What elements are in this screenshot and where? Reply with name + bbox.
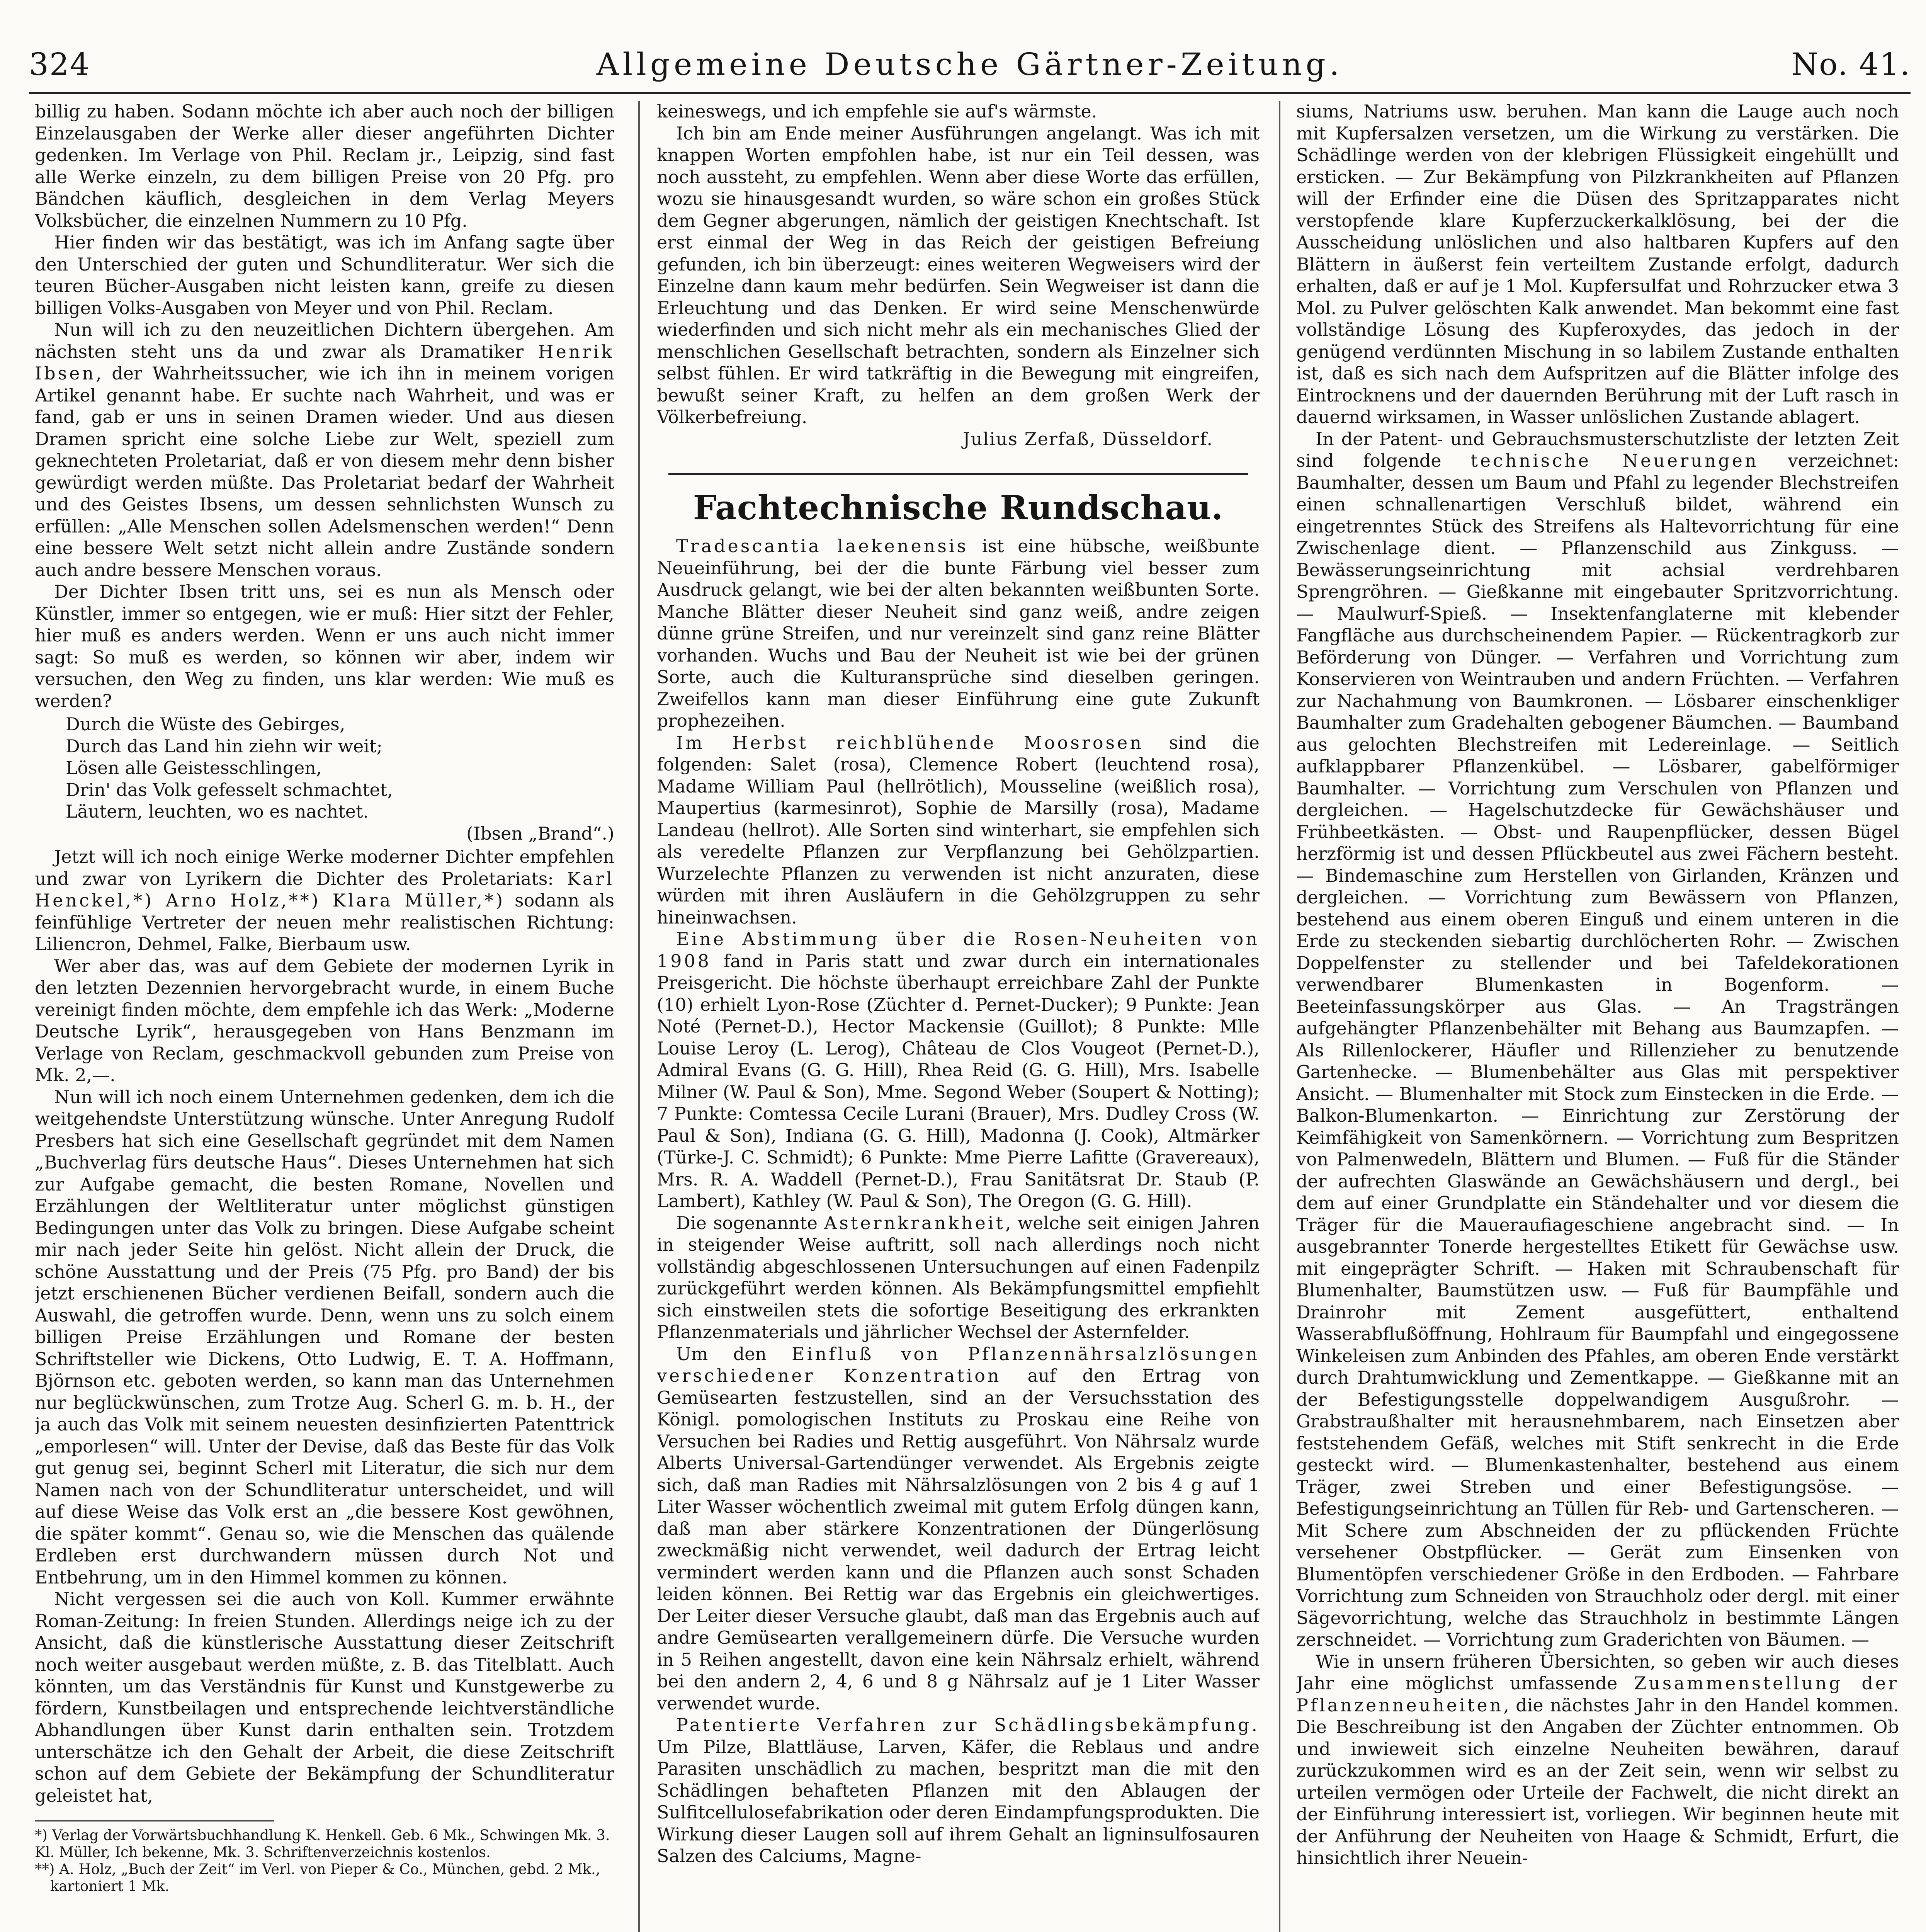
column-divider	[1279, 101, 1280, 1932]
paragraph: Patentierte Verfahren zur Schädlingsbekämpfung. Um Pilze, Blattläuse, Larven, Käfer, die Reblaus und andre Parasiten unschädlich zu machen, bespritzt man die mit den Schädlingen behafteten Pflanzen mit den Ablaugen der Sulfitcellulosefabrikation oder deren Eindampfungsprodukten. Die Wirkung dieser Laugen soll auf ihrem Gehalt an ligninsulfosauren Salzen des Calciums, Magne-	[657, 1714, 1260, 1866]
footnotes: *) Verlag der Vorwärtsbuchhandlung K. Henkell. Geb. 6 Mk., Schwingen Mk. 3. Kl. Müller, Ich bekenne, Mk. 3. Schriftenverzeichnis kostenlos. **) A. Holz, „Buch der Zeit“ im Verl. von Pieper & Co., München, gebd. 2 Mk., kartoniert 1 Mk.	[35, 1827, 610, 1895]
paragraph: Nicht vergessen sei die auch von Koll. Kummer erwähnte Roman-Zeitung: In freien Stunden. Allerdings neige ich zu der Ansicht, daß die künstlerische Ausstattung dieser Zeitschrift noch weiter ausgebaut werden müßte, z. B. das Titelblatt. Auch könnten, um das Verständnis für Kunst und Kunstgewerbe zu fördern, Kunstbeilagen und entsprechende leichtverständliche Abhandlungen über Kunst darin enthalten sein. Trotzdem unterschätze ich den Gehalt der Arbeit, die diese Zeitschrift schon auf dem Gebiete der Bekämpfung der Schundliteratur geleistet hat,	[35, 1588, 614, 1806]
section-header	[657, 473, 1260, 527]
page-header	[29, 46, 1911, 89]
paragraph: Nun will ich zu den neuzeitlichen Dichtern übergehen. Am nächsten steht uns da und zwar als Dramatiker Henrik Ibsen, der Wahrheitssucher, wie ich ihn in meinem vorigen Artikel genannt habe. Er suchte nach Wahrheit, und was er fand, gab er uns in seinen Dramen wieder. Und aus diesen Dramen spricht eine solche Liebe zur Welt, speziell zum geknechteten Proletariat, daß er von diesem mehr denn bisher gewürdigt werden müßte. Das Proletariat bedarf der Wahrheit und des Geistes Ibsens, um dessen sehnlichsten Wunsch zu erfüllen: „Alle Menschen sollen Adelsmenschen werden!“ Denn eine bessere Welt setzt nicht allein andre Zustände sondern auch andre bessere Menschen voraus.	[35, 319, 614, 580]
paragraph: Im Herbst reichblühende Moosrosen sind die folgenden: Salet (rosa), Clemence Robert (leuchtend rosa), Madame William Paul (hellrötlich), Mousseline (weißlich rosa), Maupertius (karmesinrot), Sophie de Marsilly (rosa), Madame Landeau (hellrot). Alle Sorten sind winterhart, sie empfehlen sich als veredelte Pflanzen zur Verpflanzung bei Gehölzpartien. Wurzelechte Pflanzen zu verwenden ist nicht anzuraten, diese würden mit ihren Ausläufern in die Gehölzgruppen zu sehr hineinwachsen.	[657, 732, 1260, 928]
section-title: Fachtechnische Rundschau.	[693, 488, 1224, 527]
paragraph: Der Dichter Ibsen tritt uns, sei es nun als Mensch oder Künstler, immer so entgegen, wie er muß: Hier sitzt der Fehler, hier muß es anders werden. Wenn er uns auch nicht immer sagt: So muß es werden, so können wir aber, indem wir versuchen, den Weg zu finden, uns klar werden: Wie muß es werden?	[35, 581, 614, 711]
author-signature: Julius Zerfaß, Düsseldorf.	[963, 428, 1213, 449]
poem-source: (Ibsen „Brand“.)	[466, 823, 614, 844]
header-rule	[29, 92, 1911, 94]
column-divider	[638, 101, 640, 1932]
footnote-rule	[35, 1820, 274, 1821]
paragraph: Jetzt will ich noch einige Werke moderner Dichter empfehlen und zwar von Lyrikern die Dichter des Proletariats: Karl Henckel,*) Arno Holz,**) Klara Müller,*) sodann als feinfühlige Vertreter der neuen mehr realistischen Richtung: Liliencron, Dehmel, Falke, Bierbaum usw.	[35, 846, 614, 954]
paragraph: Die sogenannte Asternkrankheit, welche seit einigen Jahren in steigender Weise auftritt, soll nach allerdings noch nicht vollständig abgeschlossenen Untersuchungen auf einen Fadenpilz zurückgeführt werden können. Als Bekämpfungsmittel empfiehlt sich einstweilen stets die sofortige Beseitigung des erkrankten Pflanzenmaterials und jährlicher Wechsel der Asternfelder.	[657, 1212, 1260, 1342]
column-1	[35, 100, 614, 1932]
section-rule	[668, 473, 1248, 475]
poem-quote: Durch die Wüste des Gebirges, Durch das Land hin ziehn wir weit; Lösen alle Geistesschlingen, Drin' das Volk gefesselt schmachtet, Läutern, leuchten, wo es nachtet. (Ibsen „Brand“.)	[35, 713, 614, 844]
page-number: 324	[29, 46, 90, 82]
paragraph: Wer aber das, was auf dem Gebiete der modernen Lyrik in den letzten Dezennien hervorgebracht wurde, in einem Buche vereinigt finden möchte, dem empfehle ich das Werk: „Moderne Deutsche Lyrik“, herausgegeben von Hans Benzmann im Verlage von Reclam, geschmackvoll gebunden zum Preise von Mk. 2,—.	[35, 955, 614, 1085]
issue-number: No. 41.	[1791, 46, 1911, 82]
paragraph: Nun will ich noch einem Unternehmen gedenken, dem ich die weitgehendste Unterstützung wünsche. Unter Anregung Rudolf Presbers hat sich eine Gesellschaft gegründet mit dem Namen „Buchverlag fürs deutsche Haus“. Dieses Unternehmen hat sich zur Aufgabe gemacht, die besten Romane, Novellen und Erzählungen der Weltliteratur unter möglichst günstigen Bedingungen unter das Volk zu bringen. Diese Aufgabe scheint mir nach jeder Seite hin gelöst. Nicht allein der Druck, die schöne Ausstattung und der Preis (75 Pfg. pro Band) der bis jetzt erschienenen Bücher verdienen Beifall, sondern auch die Auswahl, die getroffen wurde. Denn, wenn uns zu solch einem billigen Preise Erzählungen und Romane der besten Schriftsteller wie Dickens, Otto Ludwig, E. T. A. Hoffmann, Björnson etc. geboten werden, so kann man das Unternehmen nur beglückwünschen, zum Trotze Aug. Scherl G. m. b. H., der ja auch das Volk mit seinem neuesten desinfizierten Patenttrick „emporlesen“ will. Unter der Devise, daß das Beste für das Volk gut genug sei, beginnt Scherl mit Literatur, die sich nur dem Namen nach von der Schundliteratur unterscheidet, und will auf diese Weise das Volk erst an „die bessere Kost gewöhnen, die später kommt“. Genau so, wie die Menschen das quälende Erdleben erst durchwandern müssen durch Not und Entbehrung, um in den Himmel kommen zu können.	[35, 1086, 614, 1588]
paragraph: Ich bin am Ende meiner Ausführungen angelangt. Was ich mit knappen Worten empfohlen habe, ist nur ein Teil dessen, was noch aussteht, zu empfehlen. Wenn aber diese Worte das erfüllen, wozu sie hinausgesandt wurden, so wäre schon ein großes Stück dem Gegner abgerungen, nämlich der geistigen Knechtschaft. Ist erst einmal der Weg in das Reich der geistigen Befreiung gefunden, ich bin überzeugt: eines weiteren Wegweisers wird der Einzelne dann kaum mehr bedürfen. Sein Wegweiser ist dann die Erleuchtung und das Denken. Er wird seine Menschenwürde wiederfinden und sich nicht mehr als ein mechanisches Glied der menschlichen Gesellschaft betrachten, sondern als Einzelner sich selbst fühlen. Er wird tatkräftig in die Bewegung mit eingreifen, bewußt seiner Kraft, zu helfen an dem großen Werk der Völkerbefreiung.	[657, 122, 1260, 427]
paragraph: Hier finden wir das bestätigt, was ich im Anfang sagte über den Unterschied der guten und Schundliteratur. Wer sich die teuren Bücher-Ausgaben nicht leisten kann, greife zu diesen billigen Volks-Ausgaben von Meyer und von Phil. Reclam.	[35, 232, 614, 318]
paragraph: keineswegs, und ich empfehle sie auf's wärmste.	[657, 101, 1097, 122]
paragraph: siums, Natriums usw. beruhen. Man kann die Lauge auch noch mit Kupfersalzen versetzen, um die Wirkung zu verstärken. Die Schädlinge werden von der klebrigen Flüssigkeit eingehüllt und ersticken. — Zur Bekämpfung von Pilzkrankheiten auf Pflanzen will der Erfinder eine die Düsen des Spritzapparates nicht verstopfende klare Kupferzuckerkalklösung, bei der die Ausscheidung unlöslichen und also haltbaren Kupfers auf den Blättern in äußerst fein verteiltem Zustande erfolgt, dadurch erhalten, daß er auf je 1 Mol. Kupfersulfat und Rohrzucker etwa 3 Mol. zu Pulver gelöschten Kalk anwendet. Man bekommt eine fast vollständige Lösung des Kupferoxydes, das jedoch in der genügend verdünnten Mischung in so labilem Zustande enthalten ist, daß es sich nach dem Aufspritzen auf die Blätter infolge des Eintrocknens und der dauernden Berührung mit der Luft rasch in dauernd wirksamen, in Wasser unlöslichen Zustande ablagert.	[1296, 101, 1899, 427]
paragraph: Eine Abstimmung über die Rosen-Neuheiten von 1908 fand in Paris statt und zwar durch ein internationales Preisgericht. Die höchste überhaupt erreichbare Zahl der Punkte (10) erhielt Lyon-Rose (Züchter d. Pernet-Ducker); 9 Punkte: Jean Noté (Pernet-D.), Hector Mackensie (Guillot); 8 Punkte: Mlle Louise Leroy (L. Lerog), Château de Clos Vougeot (Pernet-D.), Admiral Evans (G. G. Hill), Rhea Reid (G. G. Hill), Mrs. Isabelle Milner (W. Paul & Son), Mme. Segond Weber (Soupert & Notting); 7 Punkte: Comtessa Cecile Lurani (Brauer), Mrs. Dudley Cross (W. Paul & Son), Indiana (G. G. Hill), Madonna (J. Cook), Altmärker (Türke-J. C. Schmidt); 6 Punkte: Mme Pierre Lafitte (Gravereaux), Mrs. R. A. Waddell (Pernet-D.), Frau Sanitätsrat Dr. Staub (P. Lambert), Kathley (W. Paul & Son), The Oregon (G. G. Hill).	[657, 929, 1260, 1211]
paragraph: billig zu haben. Sodann möchte ich aber auch noch der billigen Einzelausgaben der Werke aller dieser angeführten Dichter gedenken. Im Verlage von Phil. Reclam jr., Leipzig, sind fast alle Werke einzeln, zu dem billigen Preise von 20 Pfg. pro Bändchen käuflich, desgleichen in dem Verlag Meyers Volksbücher, die einzelnen Nummern zu 10 Pfg.	[35, 101, 614, 231]
column-2	[657, 100, 1260, 1932]
paragraph: Wie in unsern früheren Übersichten, so geben wir auch dieses Jahr eine möglichst umfassende Zusammenstellung der Pflanzenneuheiten, die nächstes Jahr in den Handel kommen. Die Beschreibung ist den Angaben der Züchter entnommen. Ob und inwieweit sich einzelne Neuheiten bewähren, darauf zurückzukommen wird es an der Zeit sein, wenn wir selbst zu urteilen vermögen oder Urteile der Fachwelt, die nicht direkt an der Einführung interessiert ist, vorliegen. Wir beginnen heute mit der Anführung der Neuheiten von Haage & Schmidt, Erfurt, die hinsichtlich ihrer Neuein-	[1296, 1651, 1899, 1868]
paragraph: Um den Einfluß von Pflanzennährsalzlösungen verschiedener Konzentration auf den Ertrag von Gemüsearten festzustellen, sind an der Versuchsstation des Königl. pomologischen Instituts zu Proskau eine Reihe von Versuchen bei Radies und Rettig ausgeführt. Von Nährsalz wurde Alberts Universal-Gartendünger verwendet. Als Ergebnis zeigte sich, daß man Radies mit Nährsalzlösungen von 2 bis 4 g auf 1 Liter Wasser wöchentlich zweimal mit gutem Erfolg düngen kann, daß man aber stärkere Konzentrationen der Düngerlösung zweckmäßig nicht verwendet, weil dadurch der Ertrag leicht vermindert werden kann und die Pflanzen auch sonst Schaden leiden können. Bei Rettig war das Ergebnis ein gleichwertiges. Der Leiter dieser Versuche glaubt, daß man das Ergebnis auch auf andre Gemüsearten verallgemeinern dürfe. Die Versuche wurden in 5 Reihen angestellt, davon eine kein Nährsalz erhielt, während bei den andern 2, 4, 6 und 8 g Nährsalz auf je 1 Liter Wasser verwendet wurde.	[657, 1343, 1260, 1714]
newspaper-title: Allgemeine Deutsche Gärtner-Zeitung.	[596, 46, 1343, 82]
column-3	[1296, 100, 1899, 1932]
paragraph: Tradescantia laekenensis ist eine hübsche, weißbunte Neueinführung, bei der die bunte Färbung viel besser zum Ausdruck gelangt, wie bei der alten bekannten weißbunten Sorte. Manche Blätter dieser Neuheit sind ganz weiß, andre zeigen dünne grüne Streifen, und nur vereinzelt sind ganz reine Blätter vorhanden. Wuchs und Bau der Neuheit ist wie bei der grünen Sorte, auch die Kulturansprüche sind dieselben geringen. Zweifellos kann man dieser Einführung eine gute Zukunft prophezeihen.	[657, 536, 1260, 731]
paragraph: In der Patent- und Gebrauchsmusterschutzliste der letzten Zeit sind folgende technische Neuerungen verzeichnet: Baumhalter, dessen um Baum und Pfahl zu legender Blechstreifen einen schnallenartigen Verschluß bildet, während ein eingetrenntes Stück des Streifens als Haltevorrichtung für eine Zwischenlage dient. — Pflanzenschild aus Zinkguss. — Bewässerungseinrichtung mit achsial verdrehbaren Sprengröhren. — Gießkanne mit eingebauter Spritzvorrichtung. — Maulwurf-Spieß. — Insektenfanglaterne mit klebender Fangfläche aus durchscheinendem Papier. — Rückentragkorb zur Beförderung von Dünger. — Verfahren und Vorrichtung zum Konservieren von Weintrauben und andern Früchten. — Verfahren zur Nachahmung von Baumkronen. — Lösbarer einschenkliger Baumhalter zum Gradehalten gebogener Bäumchen. — Baumband aus gelochten Blechstreifen mit Ledereinlage. — Seitlich aufklappbarer Pflanzenkübel. — Lösbarer, gabelförmiger Baumhalter. — Vorrichtung zum Verschulen von Pflanzen und dergleichen. — Hagelschutzdecke für Gewächshäuser und Frühbeetkästen. — Obst- und Raupenpflücker, dessen Bügel herzförmig ist und dessen Pflückbeutel aus zwei Fächern besteht. — Bindemaschine zum Herstellen von Girlanden, Kränzen und dergleichen. — Vorrichtung zum Bewässern von Pflanzen, bestehend aus einem oberen Einguß und einem unteren in die Erde zu steckenden siebartig durchlöcherten Rohr. — Zwischen Doppelfenster zu stellender und bei Tafeldekorationen verwendbarer Blumenkasten in Bogenform. — Beeteinfassungskörper aus Glas. — An Tragsträngen aufgehängter Pflanzenbehälter mit Behang aus Baumzapfen. — Als Rillenlockerer, Häufler und Rillenzieher zu benutzende Gartenhecke. — Blumenbehälter aus Glas mit perspektiver Ansicht. — Blumenhalter mit Stock zum Einstecken in die Erde. — Balkon-Blumenkarton. — Einrichtung zur Zerstörung der Keimfähigkeit von Samenkörnern. — Vorrichtung zum Bespritzen von Palmenwedeln, Blättern und Blumen. — Fuß für die Ständer der aufrechten Glaswände an Gewächshäusern und dergl., bei dem auf einer Grundplatte ein Ständehalter und vor diesem die Träger für die Maueraufiageschiene angebracht sind. — In ausgebrannter Tonerde hergestelltes Etikett für Gewächse usw. mit eingeprägter Schrift. — Haken mit Schraubenschaft für Blumenhalter, Baumstützen usw. — Fuß für Baumpfähle und Drainrohr mit Zement ausgefüttert, enthaltend Wasserabflußöffnung, Hohlraum für Baumpfahl und eingegossene Winkeleisen zum Anbinden des Pfahles, am oberen Ende verstärkt durch Drahtumwicklung und Zementkappe. — Gießkanne mit an der Befestigungsstelle doppelwandigem Ausgußrohr. — Grabstraußhalter mit herausnehmbarem, nach Einsetzen aber feststehendem Gefäß, welches mit Stift senkrecht in die Erde gesteckt wird. — Blumenkastenhalter, bestehend aus einem Träger, zwei Streben und einer Befestigungsöse. — Befestigungseinrichtung an Tüllen für Reb- und Gartenscheren. — Mit Schere zum Abschneiden der zu pflückenden Früchte versehener Obstpflücker. — Gerät zum Einsenken von Blumentöpfen verschiedener Größe in den Erdboden. — Fahrbare Vorrichtung zum Schneiden von Strauchholz oder dergl. mit einer Sägevorrichtung, welche das Strauchholz in bestimmte Längen zerschneidet. — Vorrichtung zum Graderichten von Bäumen. —	[1296, 428, 1899, 1650]
